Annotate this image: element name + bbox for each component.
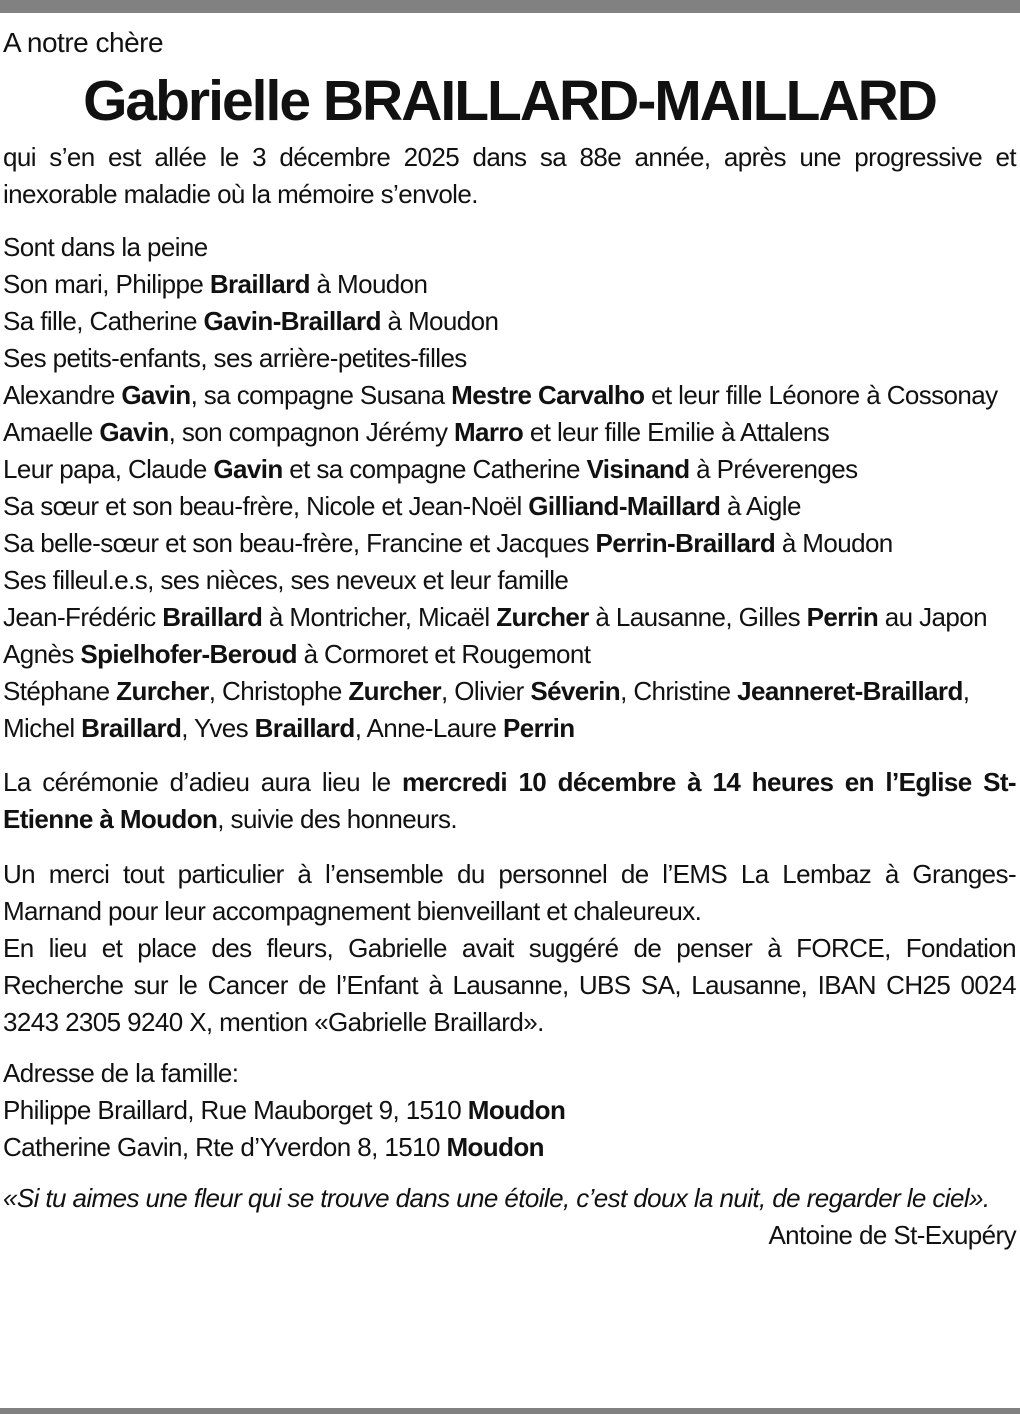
name-bold: Moudon [467, 1095, 566, 1125]
text-segment: Stéphane [3, 676, 117, 706]
mourner-line [3, 562, 1016, 599]
mourners-list [3, 229, 1016, 747]
text-segment: à Aigle [720, 491, 801, 521]
mourner-line [3, 488, 1016, 525]
acknowledgements-block [3, 856, 1016, 1041]
name-bold: mercredi 10 décembre à 14 heures en l’Eglise St-Etienne à Moudon [3, 767, 1016, 834]
mourner-line [3, 414, 1016, 451]
text-segment: et leur fille Léonore à Cossonay [644, 380, 998, 410]
text-segment: La cérémonie d’adieu aura lieu le [3, 767, 402, 797]
text-segment: , suivie des honneurs. [217, 804, 458, 834]
mourner-line [3, 377, 1016, 414]
name-bold: Zurcher [348, 676, 441, 706]
family-address-block [3, 1055, 1016, 1166]
mourner-line [3, 451, 1016, 488]
text-segment: et sa compagne Catherine [282, 454, 587, 484]
name-bold: Spielhofer-Beroud [80, 639, 297, 669]
name-bold: Perrin-Braillard [595, 528, 776, 558]
text-segment: , son compagnon Jérémy [168, 417, 454, 447]
salutation: A notre chère [3, 27, 164, 58]
text-segment: , Anne-Laure [354, 713, 504, 743]
text-segment: Ses petits-enfants, ses arrière-petites-filles [3, 343, 467, 373]
name-bold: Gavin [213, 454, 283, 484]
text-segment: , Michel [3, 676, 970, 743]
text-segment: à Préverenges [689, 454, 858, 484]
name-bold: Braillard [254, 713, 355, 743]
mourner-line [3, 266, 1016, 303]
text-segment: Philippe Braillard, Rue Mauborget 9, 1510 [3, 1095, 468, 1125]
name-bold: Visinand [586, 454, 690, 484]
text-segment: au Japon [878, 602, 987, 632]
name-bold: Mestre Carvalho [451, 380, 645, 410]
text-segment: Agnès [3, 639, 81, 669]
top-divider-bar [0, 0, 1020, 13]
name-bold: Gavin [121, 380, 191, 410]
mourner-line [3, 303, 1016, 340]
deceased-name: Gabrielle BRAILLARD-MAILLARD [83, 69, 936, 133]
name-bold: Perrin [806, 602, 879, 632]
name-bold: Perrin [503, 713, 575, 743]
text-segment: Ses filleul.e.s, ses nièces, ses neveux et leur famille [3, 565, 569, 595]
text-segment: Son mari, Philippe [3, 269, 210, 299]
text-segment: Leur papa, Claude [3, 454, 214, 484]
text-segment: et leur fille Emilie à Attalens [523, 417, 830, 447]
text-segment: Sa sœur et son beau-frère, Nicole et Jean-Noël [3, 491, 529, 521]
ceremony-info [3, 764, 1016, 838]
name-bold: Gilliand-Maillard [528, 491, 721, 521]
mourner-line [3, 599, 1016, 636]
name-bold: Séverin [530, 676, 621, 706]
name-bold: Braillard [81, 713, 182, 743]
text-segment: Sa fille, Catherine [3, 306, 204, 336]
text-segment: Jean-Frédéric [3, 602, 163, 632]
text-segment: , Christine [620, 676, 738, 706]
mourner-line [3, 340, 1016, 377]
bottom-divider-bar [0, 1408, 1020, 1414]
text-segment: , Christophe [208, 676, 349, 706]
name-bold: Moudon [446, 1132, 544, 1162]
name-bold: Gavin-Braillard [203, 306, 381, 336]
name-bold: Zurcher [116, 676, 209, 706]
text-segment: à Moudon [309, 269, 428, 299]
name-bold: Jeanneret-Braillard [737, 676, 963, 706]
text-segment: Catherine Gavin, Rte d’Yverdon 8, 1510 [3, 1132, 447, 1162]
mourner-line [3, 525, 1016, 562]
text-segment: Alexandre [3, 380, 122, 410]
thanks-paragraph: Un merci tout particulier à l’ensemble du personnel de l’EMS La Lembaz à Granges-Marnand pour leur accompagnement bienveillant et chaleureux. [3, 859, 1016, 926]
text-segment: à Moudon [775, 528, 893, 558]
memorial-quote: «Si tu aimes une fleur qui se trouve dans une étoile, c’est doux la nuit, de regarder le ciel». [3, 1183, 990, 1213]
text-segment: Sa belle-sœur et son beau-frère, Francine et Jacques [3, 528, 596, 558]
text-segment: à Lausanne, Gilles [588, 602, 807, 632]
donations-paragraph: En lieu et place des fleurs, Gabrielle avait suggéré de penser à FORCE, Fondation Recherche sur le Cancer de l’Enfant à Lausanne, UBS SA, Lausanne, IBAN CH25 0024 3243 2305 9240 X, mention «Gabrielle Braillard». [3, 933, 1016, 1037]
name-bold: Braillard [162, 602, 263, 632]
mourner-line [3, 636, 1016, 673]
mourner-line [3, 229, 1016, 266]
death-announcement: qui s’en est allée le 3 décembre 2025 dans sa 88e année, après une progressive et inexorable maladie où la mémoire s’envole. [3, 142, 1016, 209]
text-segment: Amaelle [3, 417, 100, 447]
text-segment: à Cormoret et Rougemont [296, 639, 591, 669]
mourner-line [3, 673, 1016, 747]
text-segment: , Olivier [440, 676, 531, 706]
text-segment: Sont dans la peine [3, 232, 208, 262]
address-label: Adresse de la famille: [3, 1058, 239, 1088]
quote-author: Antoine de St-Exupéry [768, 1220, 1016, 1250]
text-segment: , sa compagne Susana [190, 380, 452, 410]
address-line-philippe [3, 1092, 1016, 1129]
address-line-catherine [3, 1129, 1016, 1166]
name-bold: Gavin [99, 417, 169, 447]
name-bold: Marro [453, 417, 524, 447]
text-segment: , Yves [181, 713, 255, 743]
name-bold: Braillard [209, 269, 310, 299]
text-segment: à Moudon [380, 306, 499, 336]
text-segment: à Montricher, Micaël [262, 602, 497, 632]
name-bold: Zurcher [496, 602, 589, 632]
